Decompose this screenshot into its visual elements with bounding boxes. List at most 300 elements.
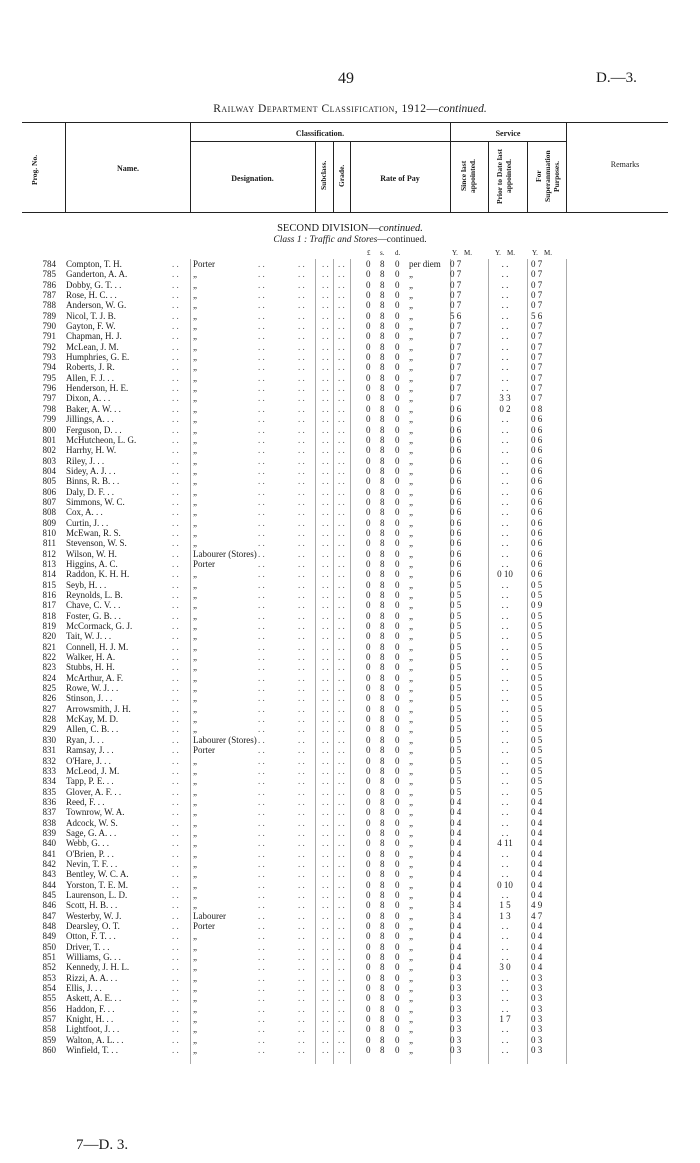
service-superannuation: 0 6 (531, 424, 543, 435)
rate-shillings: 8 (380, 445, 385, 456)
leader-dots: . . (338, 434, 345, 445)
table-row (0, 300, 700, 310)
prog-number: 808 (42, 507, 56, 518)
leader-dots: . . (172, 983, 179, 994)
rate-pence: 0 (395, 341, 400, 352)
service-superannuation: 0 7 (531, 393, 543, 404)
service-superannuation: 5 6 (531, 310, 543, 321)
designation: Porter (193, 745, 215, 756)
rate-note: „ (409, 1024, 413, 1035)
leader-dots: . . (338, 993, 345, 1004)
rate-note: „ (409, 424, 413, 435)
service-prior: . . (501, 486, 509, 497)
employee-name: Haddon, F. . . (66, 1003, 115, 1014)
table-row (0, 900, 700, 910)
designation: „ (193, 517, 197, 528)
leader-dots: . . (322, 765, 329, 776)
designation: „ (193, 796, 197, 807)
service-prior: . . (501, 693, 509, 704)
leader-dots: . . (258, 1045, 265, 1056)
leader-dots: . . (338, 652, 345, 663)
service-since-last: 0 6 (450, 465, 462, 476)
rate-shillings: 8 (380, 486, 385, 497)
rate-pounds: 0 (366, 455, 371, 466)
service-superannuation: 0 4 (531, 921, 543, 931)
leader-dots: . . (338, 1003, 345, 1014)
rate-pence: 0 (395, 486, 400, 497)
employee-name: Ferguson, D. . . (66, 424, 122, 435)
leader-dots: . . (322, 579, 329, 590)
employee-name: McEwan, R. S. (66, 527, 121, 538)
employee-name: Nevin, T. F. . . (66, 858, 118, 869)
employee-name: McLean, J. M. (66, 341, 119, 352)
rate-pence: 0 (395, 259, 400, 269)
designation: „ (193, 527, 197, 538)
rate-shillings: 8 (380, 931, 385, 942)
leader-dots: . . (322, 724, 329, 735)
table-row (0, 569, 700, 579)
rate-note: „ (409, 434, 413, 445)
leader-dots: . . (258, 993, 265, 1004)
service-superannuation: 0 6 (531, 445, 543, 456)
service-since-last: 0 6 (450, 496, 462, 507)
leader-dots: . . (298, 993, 305, 1004)
leader-dots: . . (258, 817, 265, 828)
service-prior: . . (501, 445, 509, 456)
service-since-last: 0 6 (450, 517, 462, 528)
leader-dots: . . (172, 362, 179, 373)
service-superannuation: 0 3 (531, 1014, 543, 1025)
rate-pence: 0 (395, 403, 400, 414)
leader-dots: . . (322, 383, 329, 394)
leader-dots: . . (172, 962, 179, 973)
leader-dots: . . (258, 962, 265, 973)
leader-dots: . . (172, 331, 179, 342)
leader-dots: . . (258, 848, 265, 859)
prog-number: 821 (42, 641, 56, 652)
rate-pence: 0 (395, 331, 400, 342)
table-row (0, 383, 700, 393)
service-superannuation: 0 5 (531, 693, 543, 704)
service-since-last: 0 4 (450, 827, 462, 838)
table-row (0, 1024, 700, 1034)
leader-dots: . . (338, 1034, 345, 1045)
service-since-last: 0 6 (450, 424, 462, 435)
rate-note: „ (409, 952, 413, 963)
service-prior: . . (501, 300, 509, 311)
designation: „ (193, 879, 197, 890)
leader-dots: . . (172, 445, 179, 456)
employee-name: Townrow, W. A. (66, 807, 125, 818)
leader-dots: . . (172, 507, 179, 518)
service-superannuation: 0 7 (531, 362, 543, 373)
service-prior: . . (501, 455, 509, 466)
service-prior: . . (501, 848, 509, 859)
prog-number: 828 (42, 714, 56, 725)
service-superannuation: 0 5 (531, 776, 543, 787)
rate-pence: 0 (395, 641, 400, 652)
service-superannuation: 0 3 (531, 1045, 543, 1056)
service-prior: . . (501, 889, 509, 900)
rate-pounds: 0 (366, 879, 371, 890)
rate-pounds: 0 (366, 538, 371, 549)
rate-shillings: 8 (380, 1034, 385, 1045)
leader-dots: . . (322, 548, 329, 559)
designation: „ (193, 703, 197, 714)
leader-dots: . . (298, 465, 305, 476)
service-since-last: 0 6 (450, 538, 462, 549)
service-prior: 0 10 (497, 569, 513, 580)
service-prior: . . (501, 372, 509, 383)
leader-dots: . . (298, 910, 305, 921)
rate-pounds: 0 (366, 476, 371, 487)
leader-dots: . . (172, 652, 179, 663)
designation: „ (193, 476, 197, 487)
leader-dots: . . (258, 827, 265, 838)
leader-dots: . . (298, 517, 305, 528)
table-row (0, 662, 700, 672)
designation: „ (193, 1014, 197, 1025)
employee-table-body (0, 259, 700, 1055)
table-row (0, 1004, 700, 1014)
leader-dots: . . (298, 403, 305, 414)
service-superannuation: 0 4 (531, 827, 543, 838)
rate-pounds: 0 (366, 310, 371, 321)
rate-pounds: 0 (366, 776, 371, 787)
units-row (0, 249, 700, 259)
employee-name: Tait, W. J. . . (66, 631, 112, 642)
service-superannuation: 0 7 (531, 300, 543, 311)
employee-name: Higgins, A. C. (66, 558, 118, 569)
rate-shillings: 8 (380, 527, 385, 538)
table-row (0, 787, 700, 797)
table-row (0, 828, 700, 838)
rate-shillings: 8 (380, 476, 385, 487)
table-row (0, 859, 700, 869)
service-since-last: 0 6 (450, 455, 462, 466)
service-since-last: 0 5 (450, 714, 462, 725)
designation: „ (193, 414, 197, 425)
header-bottom-rule (22, 212, 668, 213)
rate-pounds: 0 (366, 941, 371, 952)
rate-note: „ (409, 579, 413, 590)
service-since-last: 0 4 (450, 869, 462, 880)
employee-name: Baker, A. W. . . (66, 403, 121, 414)
leader-dots: . . (322, 372, 329, 383)
rate-pounds: 0 (366, 300, 371, 311)
rate-shillings: 8 (380, 1045, 385, 1056)
rate-note: „ (409, 507, 413, 518)
service-prior: . . (501, 652, 509, 663)
leader-dots: . . (298, 879, 305, 890)
rate-note: „ (409, 600, 413, 611)
leader-dots: . . (322, 590, 329, 600)
rate-pounds: 0 (366, 931, 371, 942)
leader-dots: . . (298, 662, 305, 673)
employee-name: Compton, T. H. (66, 259, 122, 269)
leader-dots: . . (298, 765, 305, 776)
leader-dots: . . (298, 590, 305, 600)
service-since-last: 0 5 (450, 652, 462, 663)
service-prior: . . (501, 548, 509, 559)
leader-dots: . . (338, 321, 345, 332)
rate-note: „ (409, 662, 413, 673)
prog-number: 793 (42, 352, 56, 363)
service-superannuation: 0 7 (531, 259, 543, 269)
service-since-last: 0 7 (450, 362, 462, 373)
rate-pounds: 0 (366, 910, 371, 921)
leader-dots: . . (338, 445, 345, 456)
leader-dots: . . (322, 838, 329, 849)
rate-note: „ (409, 921, 413, 931)
rate-pence: 0 (395, 621, 400, 632)
service-since-last: 0 3 (450, 1045, 462, 1056)
employee-name: Tapp, P. E. . . (66, 776, 114, 787)
service-superannuation: 0 5 (531, 765, 543, 776)
service-superannuation: 0 4 (531, 858, 543, 869)
service-superannuation: 0 5 (531, 734, 543, 745)
service-superannuation: 0 4 (531, 952, 543, 963)
rate-shillings: 8 (380, 724, 385, 735)
page-number: 49 (338, 70, 354, 87)
employee-name: Reynolds, L. B. (66, 590, 123, 600)
rate-pounds: 0 (366, 983, 371, 994)
leader-dots: . . (298, 807, 305, 818)
service-superannuation: 0 3 (531, 993, 543, 1004)
leader-dots: . . (322, 1034, 329, 1045)
rate-shillings: 8 (380, 517, 385, 528)
leader-dots: . . (258, 300, 265, 311)
rate-pounds: 0 (366, 610, 371, 621)
leader-dots: . . (298, 362, 305, 373)
service-since-last: 0 4 (450, 889, 462, 900)
service-since-last: 0 6 (450, 569, 462, 580)
employee-name: Raddon, K. H. H. (66, 569, 130, 580)
leader-dots: . . (258, 807, 265, 818)
rate-shillings: 8 (380, 424, 385, 435)
rate-pence: 0 (395, 931, 400, 942)
leader-dots: . . (322, 848, 329, 859)
footer-signature: 7—D. 3. (76, 1137, 129, 1153)
leader-dots: . . (338, 538, 345, 549)
leader-dots: . . (172, 517, 179, 528)
service-since-last: 0 5 (450, 765, 462, 776)
table-row (0, 973, 700, 983)
rate-pounds: 0 (366, 383, 371, 394)
service-prior: . . (501, 807, 509, 818)
rate-pounds: 0 (366, 672, 371, 683)
leader-dots: . . (298, 972, 305, 983)
rate-shillings: 8 (380, 1024, 385, 1035)
employee-name: Webb, G. . . (66, 838, 110, 849)
leader-dots: . . (322, 683, 329, 694)
service-superannuation: 0 6 (531, 558, 543, 569)
leader-dots: . . (298, 290, 305, 301)
rate-note: „ (409, 269, 413, 280)
designation: „ (193, 838, 197, 849)
rate-note: „ (409, 941, 413, 952)
service-since-last: 0 5 (450, 786, 462, 797)
leader-dots: . . (338, 507, 345, 518)
prog-number: 843 (42, 869, 56, 880)
service-prior: . . (501, 310, 509, 321)
rate-note: „ (409, 372, 413, 383)
table-row (0, 259, 700, 269)
rate-note: „ (409, 331, 413, 342)
prog-number: 790 (42, 321, 56, 332)
service-prior: 3 0 (499, 962, 511, 973)
service-since-last: 0 5 (450, 631, 462, 642)
leader-dots: . . (298, 507, 305, 518)
rate-note: „ (409, 765, 413, 776)
leader-dots: . . (172, 496, 179, 507)
leader-dots: . . (258, 921, 265, 931)
rate-note: „ (409, 652, 413, 663)
leader-dots: . . (298, 796, 305, 807)
rate-shillings: 8 (380, 538, 385, 549)
service-since-last: 0 4 (450, 807, 462, 818)
employee-name: Walton, A. L. . . (66, 1034, 124, 1045)
leader-dots: . . (338, 414, 345, 425)
service-superannuation: 0 5 (531, 755, 543, 766)
rate-note: „ (409, 290, 413, 301)
service-superannuation: 0 7 (531, 372, 543, 383)
service-since-last: 3 4 (450, 900, 462, 911)
service-superannuation: 0 5 (531, 672, 543, 683)
leader-dots: . . (322, 652, 329, 663)
service-since-last: 0 4 (450, 848, 462, 859)
designation: „ (193, 827, 197, 838)
rate-pounds: 0 (366, 486, 371, 497)
rate-shillings: 8 (380, 734, 385, 745)
prog-number: 784 (42, 259, 56, 269)
rate-pence: 0 (395, 558, 400, 569)
leader-dots: . . (258, 931, 265, 942)
rate-note: „ (409, 807, 413, 818)
leader-dots: . . (172, 776, 179, 787)
designation: „ (193, 579, 197, 590)
employee-name: Nicol, T. J. B. (66, 310, 116, 321)
rate-shillings: 8 (380, 507, 385, 518)
table-row (0, 621, 700, 631)
rate-pounds: 0 (366, 362, 371, 373)
rate-note: „ (409, 1034, 413, 1045)
prog-number: 799 (42, 414, 56, 425)
leader-dots: . . (338, 672, 345, 683)
table-row (0, 373, 700, 383)
leader-dots: . . (322, 1003, 329, 1014)
leader-dots: . . (172, 921, 179, 931)
service-since-last: 0 4 (450, 941, 462, 952)
prog-number: 824 (42, 672, 56, 683)
leader-dots: . . (298, 724, 305, 735)
prog-number: 848 (42, 921, 56, 931)
leader-dots: . . (338, 755, 345, 766)
service-since-last: 0 7 (450, 269, 462, 280)
service-since-last: 0 5 (450, 776, 462, 787)
prog-number: 820 (42, 631, 56, 642)
leader-dots: . . (322, 1024, 329, 1035)
service-prior: . . (501, 755, 509, 766)
leader-dots: . . (338, 527, 345, 538)
rate-pence: 0 (395, 652, 400, 663)
employee-name: Simmons, W. C. (66, 496, 125, 507)
rate-note: „ (409, 858, 413, 869)
leader-dots: . . (338, 889, 345, 900)
service-prior: . . (501, 921, 509, 931)
rate-note: „ (409, 889, 413, 900)
leader-dots: . . (258, 714, 265, 725)
leader-dots: . . (338, 269, 345, 280)
leader-dots: . . (322, 786, 329, 797)
service-since-last: 5 6 (450, 310, 462, 321)
service-prior: 0 2 (499, 403, 511, 414)
rate-pounds: 0 (366, 1024, 371, 1035)
employee-name: McArthur, A. F. (66, 672, 124, 683)
employee-name: O'Hare, J. . . (66, 755, 111, 766)
leader-dots: . . (298, 683, 305, 694)
rate-pence: 0 (395, 745, 400, 756)
unit-months: M. (544, 249, 552, 257)
employee-name: Jillings, A. . . (66, 414, 114, 425)
leader-dots: . . (338, 300, 345, 311)
rate-note: „ (409, 527, 413, 538)
table-row (0, 528, 700, 538)
leader-dots: . . (338, 517, 345, 528)
prog-number: 802 (42, 445, 56, 456)
designation: „ (193, 807, 197, 818)
rate-shillings: 8 (380, 352, 385, 363)
leader-dots: . . (322, 621, 329, 632)
service-superannuation: 0 7 (531, 352, 543, 363)
leader-dots: . . (258, 341, 265, 352)
service-since-last: 0 5 (450, 703, 462, 714)
leader-dots: . . (298, 900, 305, 911)
rate-pence: 0 (395, 445, 400, 456)
service-prior: . . (501, 724, 509, 735)
leader-dots: . . (258, 279, 265, 290)
employee-name: Glover, A. F. . . (66, 786, 122, 797)
rate-shillings: 8 (380, 983, 385, 994)
employee-name: Williams, G. . . (66, 952, 121, 963)
leader-dots: . . (172, 383, 179, 394)
designation: Labourer (Stores) (193, 734, 257, 745)
service-since-last: 0 7 (450, 259, 462, 269)
leader-dots: . . (338, 362, 345, 373)
designation: „ (193, 817, 197, 828)
leader-dots: . . (258, 1003, 265, 1014)
leader-dots: . . (172, 755, 179, 766)
employee-name: Connell, H. J. M. (66, 641, 129, 652)
table-row (0, 714, 700, 724)
designation: „ (193, 300, 197, 311)
leader-dots: . . (258, 434, 265, 445)
leader-dots: . . (258, 889, 265, 900)
service-prior: . . (501, 714, 509, 725)
rate-pence: 0 (395, 1014, 400, 1025)
service-prior: . . (501, 1024, 509, 1035)
leader-dots: . . (338, 403, 345, 414)
rate-pounds: 0 (366, 921, 371, 931)
table-row (0, 673, 700, 683)
rate-pence: 0 (395, 889, 400, 900)
designation: „ (193, 310, 197, 321)
designation: „ (193, 455, 197, 466)
rate-pounds: 0 (366, 652, 371, 663)
leader-dots: . . (322, 734, 329, 745)
employee-name: Daly, D. F. . . (66, 486, 114, 497)
rate-shillings: 8 (380, 817, 385, 828)
